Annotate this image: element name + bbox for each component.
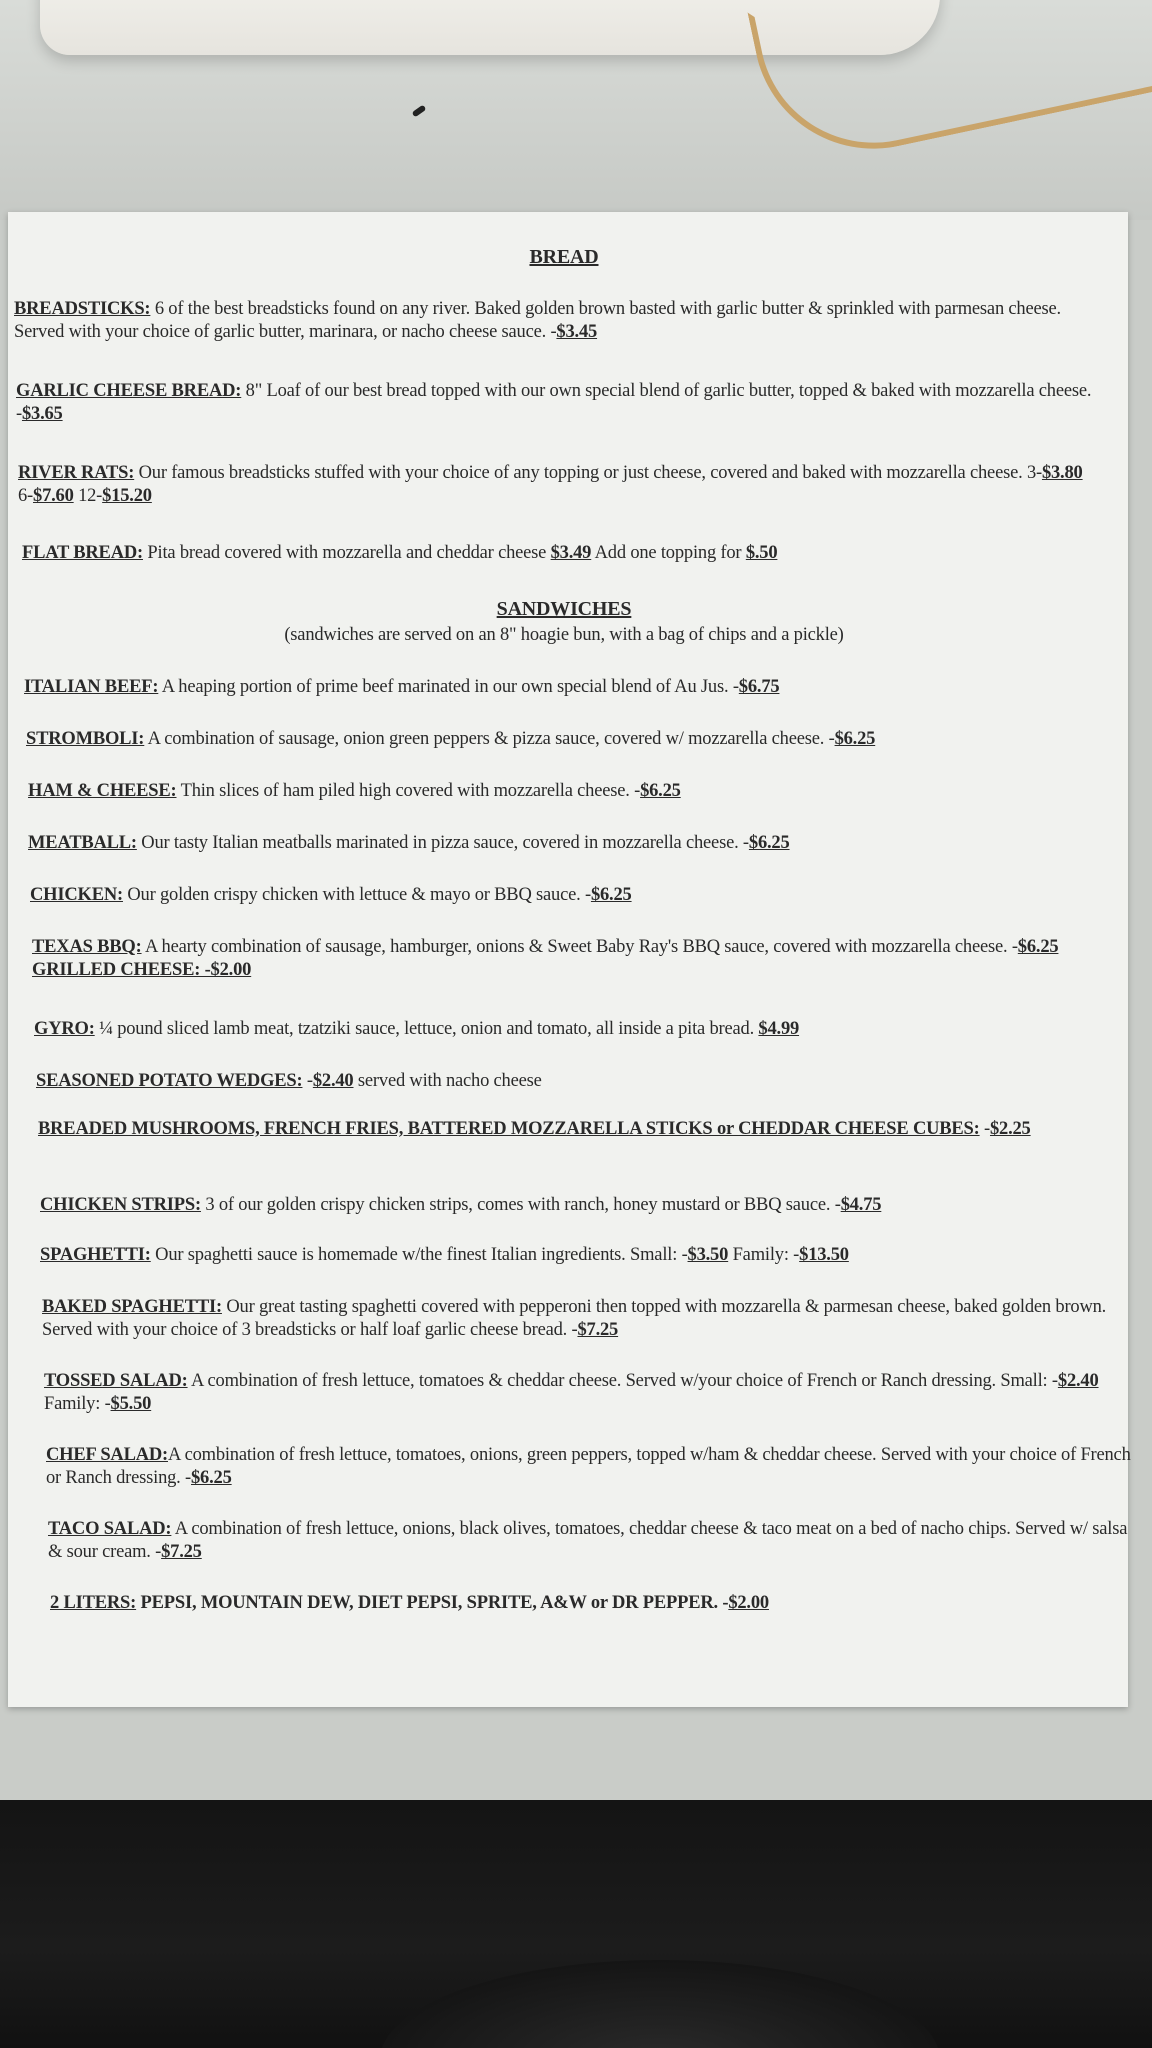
item-price: $2.25 (989, 1119, 1031, 1139)
menu-item-2-liters (50, 1592, 1140, 1615)
menu-item-meatball (28, 832, 1118, 855)
item-name: TOSSED SALAD: (44, 1371, 188, 1391)
item-price: $2.40 (312, 1071, 354, 1091)
menu-item-chicken-strips (40, 1194, 1130, 1217)
item-desc: Pita bread covered with mozzarella and cheddar cheese (142, 543, 551, 563)
menu-item-italian-beef (24, 676, 1114, 699)
menu-item-potato-wedges (36, 1070, 1126, 1093)
item-price: $4.75 (840, 1195, 882, 1215)
bread-heading: BREAD (529, 246, 599, 268)
item-desc: ¼ pound sliced lamb meat, tzatziki sauce, lettuce, onion and tomato, all inside a pita bread. (94, 1019, 759, 1039)
item-price: $3.49 (550, 543, 592, 563)
item-price: $4.99 (758, 1019, 800, 1039)
item-name: GYRO: (34, 1019, 95, 1039)
menu-item-taco-salad (48, 1518, 1138, 1564)
menu-item-chicken (30, 884, 1120, 907)
item-price-label: 6- (18, 486, 34, 506)
item-desc: - (979, 1119, 990, 1139)
item-desc: A combination of sausage, onion green peppers & pizza sauce, covered w/ mozzarella cheese. - (144, 729, 835, 749)
item-name: RIVER RATS: (18, 463, 135, 483)
item-price: $7.25 (161, 1542, 202, 1562)
menu-item-baked-spaghetti (42, 1296, 1132, 1342)
item-desc: Family: - (44, 1394, 111, 1414)
item-price: $15.20 (102, 486, 152, 506)
item-price: $6.25 (1017, 937, 1059, 957)
item-price: $3.45 (556, 322, 598, 342)
item-price: $6.25 (191, 1468, 232, 1488)
item-price: $3.65 (21, 404, 63, 424)
item-price: $2.00 (728, 1593, 769, 1613)
item-name: CHICKEN STRIPS: (40, 1195, 201, 1215)
item-name: ITALIAN BEEF: (24, 677, 159, 697)
item-name: 2 LITERS: (50, 1593, 137, 1613)
item-name: SEASONED POTATO WEDGES: (36, 1071, 303, 1091)
sandwiches-note: (sandwiches are served on an 8" hoagie bun, with a bag of chips and a pickle) (284, 625, 844, 645)
item-name-grilled-cheese: GRILLED CHEESE: -$2.00 (32, 960, 252, 980)
item-name: BREADED MUSHROOMS, FRENCH FRIES, BATTERED MOZZARELLA STICKS or CHEDDAR CHEESE CUBES: (38, 1119, 980, 1139)
menu-item-texas-bbq (32, 936, 1102, 982)
item-desc: Thin slices of ham piled high covered with mozzarella cheese. - (176, 781, 641, 801)
menu-item-tossed-salad (44, 1370, 1134, 1416)
item-desc: 6 of the best breadsticks found on any river. Baked golden brown basted with garlic butter & sprinkled with parmesan cheese. Served with your choice of garlic butter, marinara, or nacho cheese sauce. - (14, 299, 1061, 342)
menu-item-stromboli (26, 728, 1116, 751)
item-desc: Our great tasting spaghetti covered with pepperoni then topped with mozzarella & parmesan cheese, baked golden brown. Served with your choice of 3 breadsticks or half loaf garlic cheese bread. - (42, 1297, 1107, 1340)
menu-item-river-rats (18, 462, 1108, 508)
menu-item-sides (38, 1118, 1038, 1141)
item-desc: A hearty combination of sausage, hamburger, onions & Sweet Baby Ray's BBQ sauce, covered with mozzarella cheese. - (141, 937, 1018, 957)
item-desc: - (302, 1071, 313, 1091)
item-name: SPAGHETTI: (40, 1245, 151, 1265)
item-name: BAKED SPAGHETTI: (42, 1297, 222, 1317)
item-desc: PEPSI, MOUNTAIN DEW, DIET PEPSI, SPRITE, A&W or DR PEPPER. - (136, 1593, 729, 1613)
item-price: $3.50 (687, 1245, 729, 1265)
item-desc: Add one topping for (591, 543, 746, 563)
item-price-label: 12- (73, 486, 103, 506)
item-price: $6.25 (640, 781, 681, 801)
sandwiches-heading: SANDWICHES (496, 598, 632, 620)
item-name: STROMBOLI: (26, 729, 145, 749)
item-name: TEXAS BBQ: (32, 937, 142, 957)
menu-item-chef-salad (46, 1444, 1136, 1490)
item-name: GARLIC CHEESE BREAD: (16, 381, 242, 401)
item-price: $6.25 (748, 833, 790, 853)
item-desc: 8" Loaf of our best bread topped with our own special blend of garlic butter, topped & baked with mozzarella cheese. - (16, 381, 1092, 424)
item-price: $7.60 (33, 486, 74, 506)
item-price: $6.25 (590, 885, 632, 905)
item-name: TACO SALAD: (48, 1519, 172, 1539)
item-desc: A combination of fresh lettuce, tomatoes & cheddar cheese. Served w/your choice of French or Ranch dressing. Small: - (187, 1371, 1058, 1391)
item-desc: served with nacho cheese (353, 1071, 542, 1091)
item-desc: Our tasty Italian meatballs marinated in pizza sauce, covered in mozzarella cheese. - (136, 833, 749, 853)
item-desc: Our spaghetti sauce is homemade w/the finest Italian ingredients. Small: - (150, 1245, 688, 1265)
menu-item-breadsticks (14, 298, 1104, 344)
item-name: HAM & CHEESE: (28, 781, 177, 801)
menu-item-ham-and-cheese (28, 780, 1118, 803)
item-desc: A combination of fresh lettuce, onions, black olives, tomatoes, cheddar cheese & taco meat on a bed of nacho chips. Served w/ salsa & sour cream. - (48, 1519, 1128, 1562)
item-name: CHEF SALAD: (46, 1445, 168, 1465)
item-name: FLAT BREAD: (22, 543, 143, 563)
menu-item-gyro (34, 1018, 1124, 1041)
item-price: $6.25 (834, 729, 876, 749)
item-desc: 3 of our golden crispy chicken strips, comes with ranch, honey mustard or BBQ sauce. - (200, 1195, 841, 1215)
item-price: $6.75 (738, 677, 780, 697)
item-price: $2.40 (1057, 1371, 1099, 1391)
item-desc: Our famous breadsticks stuffed with your choice of any topping or just cheese, covered and baked with mozzarella cheese. 3- (134, 463, 1042, 483)
item-name: MEATBALL: (28, 833, 137, 853)
item-desc: Our golden crispy chicken with lettuce & mayo or BBQ sauce. - (122, 885, 591, 905)
item-name: CHICKEN: (30, 885, 123, 905)
item-price: $3.80 (1041, 463, 1083, 483)
menu-item-garlic-cheese-bread (16, 380, 1106, 426)
item-desc: Family: - (728, 1245, 800, 1265)
item-price: $5.50 (110, 1394, 152, 1414)
item-name: BREADSTICKS: (14, 299, 151, 319)
menu-item-flat-bread (22, 542, 1112, 565)
item-price: $.50 (745, 543, 778, 563)
item-price: $13.50 (799, 1245, 849, 1265)
item-desc: A heaping portion of prime beef marinated in our own special blend of Au Jus. - (158, 677, 739, 697)
item-desc: A combination of fresh lettuce, tomatoes, onions, green peppers, topped w/ham & cheddar cheese. Served with your choice of French or Ranch dressing. - (46, 1445, 1131, 1488)
item-price: $7.25 (577, 1320, 619, 1340)
menu-item-spaghetti (40, 1244, 1130, 1267)
